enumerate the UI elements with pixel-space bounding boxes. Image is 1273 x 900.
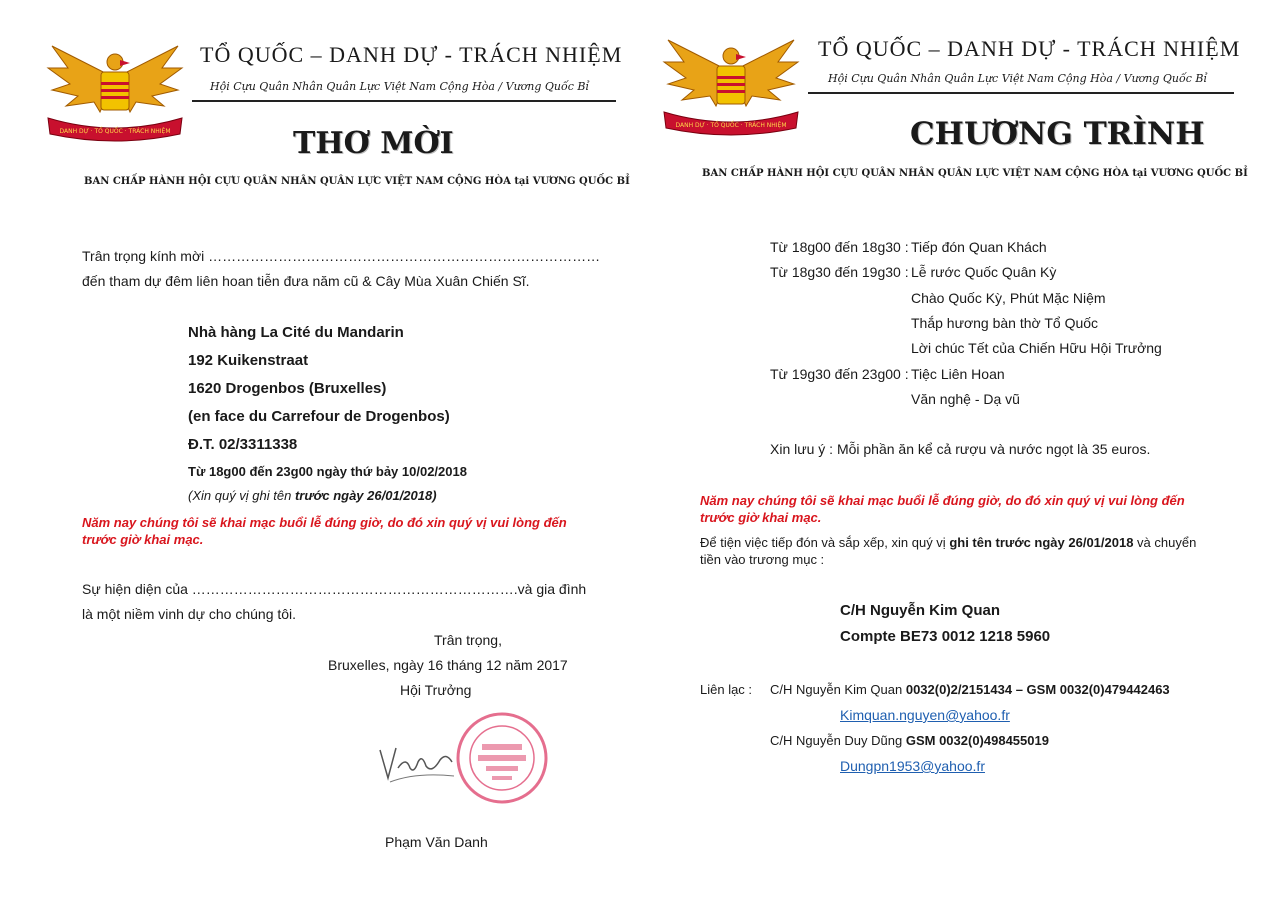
association-stamp-icon — [452, 708, 552, 808]
schedule-time: Từ 18g00 đến 18g30 : — [770, 239, 909, 255]
contact-2-name: C/H Nguyễn Duy Dũng — [770, 733, 906, 748]
svg-text:DANH DỰ · TỔ QUỐC · TRÁCH NHIỆ: DANH DỰ · TỔ QUỐC · TRÁCH NHIỆM — [59, 128, 171, 135]
contact-1-phone: 0032(0)2/2151434 – GSM 0032(0)479442463 — [905, 682, 1170, 697]
schedule-activity: Chào Quốc Kỳ, Phút Mặc Niệm — [911, 289, 1106, 306]
venue-landmark: (en face du Carrefour de Drogenbos) — [188, 408, 450, 425]
transfer-deadline: ghi tên trước ngày 26/01/2018 — [949, 535, 1134, 550]
eagle-emblem-icon — [660, 32, 802, 136]
punctuality-notice — [700, 492, 1185, 526]
transfer-text: và chuyển — [1133, 535, 1197, 550]
schedule-activity: Lời chúc Tết của Chiến Hữu Hội Trưởng — [911, 340, 1162, 357]
contact-1-email-link[interactable]: Kimquan.nguyen@yahoo.fr — [840, 707, 1010, 723]
schedule-time: Từ 18g30 đến 19g30 : — [770, 264, 909, 281]
eagle-emblem-icon — [44, 38, 186, 142]
contact-2-phone: GSM 0032(0)498455019 — [905, 733, 1049, 748]
event-time: Từ 18g00 đến 23g00 ngày thứ bảy 10/02/2018 — [188, 464, 467, 479]
schedule-activity: Thắp hương bàn thờ Tổ Quốc — [911, 314, 1099, 331]
price-note: Xin lưu ý : Mỗi phần ăn kể cả rượu và nước ngọt là 35 euros. — [770, 441, 1151, 457]
contact-label: Liên lạc : — [700, 682, 753, 697]
venue-phone: Đ.T. 02/3311338 — [188, 436, 298, 453]
schedule-activity: Tiếp đón Quan Khách — [911, 239, 1047, 255]
register-deadline: trước ngày 26/01/2018) — [294, 488, 437, 503]
transfer-text: tiền vào trương mục : — [700, 552, 825, 567]
board-line: BAN CHẤP HÀNH HỘI CỰU QUÂN NHÂN QUÂN LỰC VIỆT NAM CỘNG HÒA tại VƯƠNG QUỐC BỈ — [84, 176, 630, 187]
svg-text:DANH DỰ · TỔ QUỐC · TRÁCH NHIỆ: DANH DỰ · TỔ QUỐC · TRÁCH NHIỆM — [675, 122, 787, 129]
punctuality-notice — [82, 514, 567, 548]
header-association: Hội Cựu Quân Nhân Quân Lực Việt Nam Cộng Hòa / Vương Quốc Bỉ — [210, 80, 589, 93]
contact-1-name: C/H Nguyễn Kim Quan — [770, 682, 906, 697]
presence-line: Sự hiện diện của …………………………………………………………….và gia đình — [82, 581, 587, 597]
schedule-activity: Tiệc Liên Hoan — [911, 365, 1005, 382]
venue-street: 192 Kuikenstraat — [188, 352, 309, 369]
signer-name: Phạm Văn Danh — [385, 834, 488, 850]
header-motto: TỔ QUỐC – DANH DỰ - TRÁCH NHIỆM — [200, 42, 623, 67]
place-date: Bruxelles, ngày 16 tháng 12 năm 2017 — [328, 657, 568, 673]
header-rule — [192, 100, 616, 102]
invite-line: Trân trọng kính mời ………………………………………………………………………… — [82, 248, 601, 264]
schedule-activity: Lễ rước Quốc Quân Kỳ — [911, 264, 1057, 281]
contact-2 — [770, 733, 1049, 748]
header-motto: TỔ QUỐC – DANH DỰ - TRÁCH NHIỆM — [818, 36, 1241, 61]
punctuality-line-2: trước giờ khai mạc. — [700, 510, 822, 525]
venue-city: 1620 Drogenbos (Bruxelles) — [188, 380, 387, 397]
contact-1 — [770, 682, 1170, 697]
schedule-activity: Văn nghệ - Dạ vũ — [911, 390, 1020, 407]
account-number: Compte BE73 0012 1218 5960 — [840, 628, 1051, 645]
attend-line: đến tham dự đêm liên hoan tiễn đưa năm cũ & Cây Mùa Xuân Chiến Sĩ. — [82, 273, 530, 289]
venue-name: Nhà hàng La Cité du Mandarin — [188, 324, 404, 341]
schedule-time: Từ 19g30 đến 23g00 : — [770, 365, 909, 382]
board-line: BAN CHẤP HÀNH HỘI CỰU QUÂN NHÂN QUÂN LỰC VIỆT NAM CỘNG HÒA tại VƯƠNG QUỐC BỈ — [702, 168, 1248, 179]
punctuality-line-2: trước giờ khai mạc. — [82, 532, 204, 547]
contact-2-email-link[interactable]: Dungpn1953@yahoo.fr — [840, 758, 985, 774]
transfer-note — [700, 534, 1196, 568]
honor-line: là một niềm vinh dự cho chúng tôi. — [82, 606, 297, 622]
punctuality-line-1: Năm nay chúng tôi sẽ khai mạc buổi lễ đúng giờ, do đó xin quý vị vui lòng đến — [700, 493, 1185, 508]
header-association: Hội Cựu Quân Nhân Quân Lực Việt Nam Cộng Hòa / Vương Quốc Bỉ — [828, 72, 1207, 85]
punctuality-line-1: Năm nay chúng tôi sẽ khai mạc buổi lễ đúng giờ, do đó xin quý vị vui lòng đến — [82, 515, 567, 530]
signer-role: Hội Trưởng — [400, 682, 472, 698]
transfer-text: Để tiện việc tiếp đón và sắp xếp, xin quý vị — [700, 535, 950, 550]
account-holder: C/H Nguyễn Kim Quan — [840, 602, 1001, 619]
signature-icon — [376, 738, 456, 788]
register-note — [188, 488, 437, 503]
header-rule — [808, 92, 1234, 94]
regards: Trân trọng, — [434, 632, 502, 648]
register-prefix: (Xin quý vị ghi tên — [188, 488, 295, 503]
page-title: THƠ MỜI — [293, 126, 454, 161]
page-title: CHƯƠNG TRÌNH — [910, 116, 1205, 152]
svg-text:Vanc: Vanc — [416, 786, 419, 787]
